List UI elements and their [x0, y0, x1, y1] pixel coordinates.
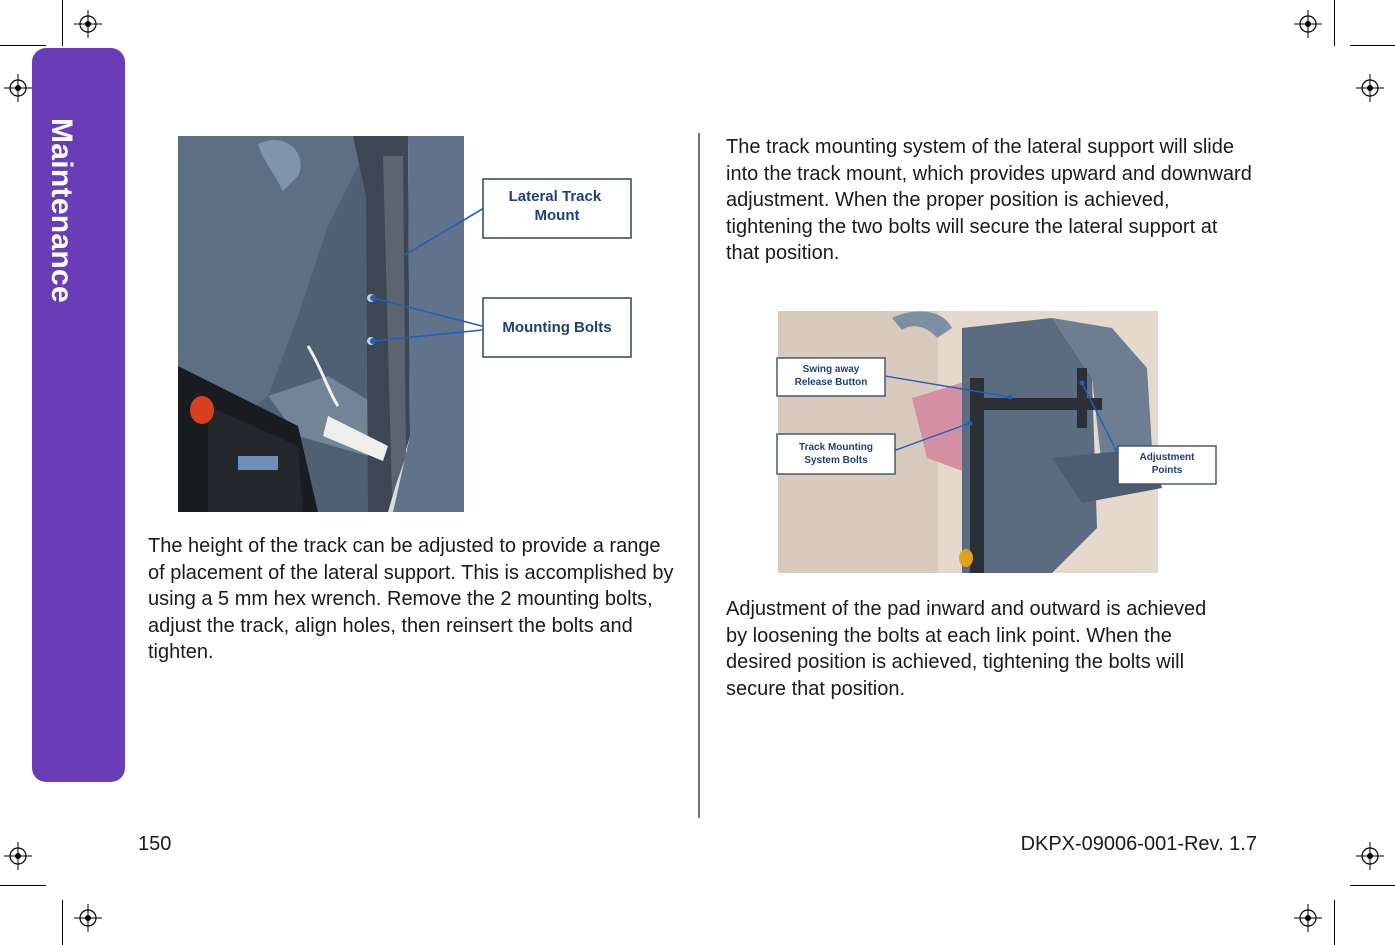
- callout-lateral-track-mount-text-line2: Mount: [534, 207, 580, 224]
- page-number: 150: [138, 833, 172, 855]
- registration-mark-icon: [74, 904, 102, 932]
- callout-track-bolts-line1: Track Mounting: [799, 442, 873, 453]
- registration-mark-icon: [1356, 74, 1384, 102]
- registration-mark-icon: [4, 842, 32, 870]
- registration-mark-icon: [4, 74, 32, 102]
- registration-mark-icon: [74, 10, 102, 38]
- callout-lateral-track-mount-text: Lateral Track: [508, 188, 602, 205]
- swing-away-photo: [752, 308, 1222, 576]
- track-mounting-paragraph: The track mounting system of the lateral support will slide into the track mount, which provides upward and downward adjustment. When the proper position is achieved, tightening the two bolts will secure the lateral support at that position.: [726, 136, 1252, 264]
- callout-swing-away-line2: Release Button: [794, 377, 868, 388]
- callout-adjustment-line1: Adjustment: [1139, 452, 1195, 463]
- callout-mounting-bolts: Mounting Bolts: [502, 319, 612, 336]
- registration-mark-icon: [1356, 842, 1384, 870]
- column-divider: [698, 133, 700, 818]
- callout-track-bolts-line2: System Bolts: [804, 455, 868, 466]
- document-id: DKPX-09006-001-Rev. 1.7: [1020, 833, 1257, 855]
- registration-mark-icon: [1294, 10, 1322, 38]
- lateral-track-photo: [178, 136, 644, 512]
- track-height-paragraph: The height of the track can be adjusted to provide a range of placement of the lateral support. This is accomplished by using a 5 mm hex wrench. Remove the 2 mounting bolts, adjust the track, align holes, then reinsert the bolts and tighten.: [148, 535, 674, 663]
- pad-adjustment-paragraph: Adjustment of the pad inward and outward is achieved by loosening the bolts at each link point. When the desired position is achieved, tightening the bolts will secure that position.: [726, 598, 1207, 700]
- registration-mark-icon: [1294, 904, 1322, 932]
- callout-swing-away-line1: Swing away: [802, 364, 860, 375]
- callout-adjustment-line2: Points: [1151, 465, 1183, 476]
- section-tab-label: Maintenance: [45, 118, 78, 304]
